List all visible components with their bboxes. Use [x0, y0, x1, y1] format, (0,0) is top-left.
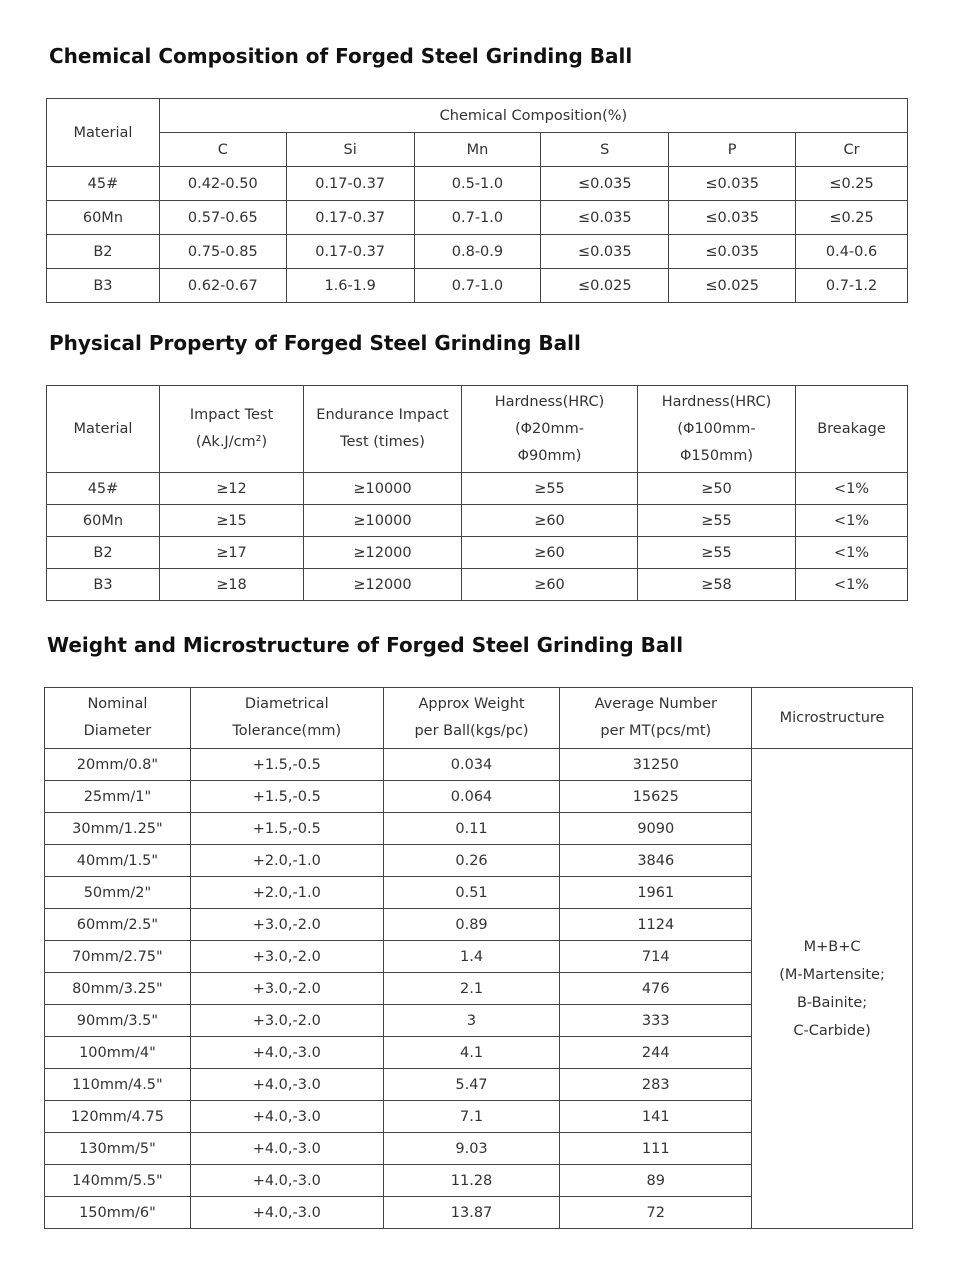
physical-property-table [46, 385, 908, 601]
value-cell: ≤0.035 [669, 201, 796, 235]
value-cell: 9.03 [383, 1133, 560, 1165]
value-cell: 0.8-0.9 [414, 235, 541, 269]
value-cell: 714 [560, 941, 752, 973]
value-cell: 0.17-0.37 [286, 201, 414, 235]
value-cell: 1961 [560, 877, 752, 909]
value-cell: 476 [560, 973, 752, 1005]
column-header [796, 386, 908, 473]
value-cell: 1124 [560, 909, 752, 941]
value-cell: ≥50 [638, 473, 796, 505]
value-cell: 15625 [560, 781, 752, 813]
value-cell: 2.1 [383, 973, 560, 1005]
value-cell: ≥55 [462, 473, 638, 505]
diameter-cell: 20mm/0.8" [45, 749, 191, 781]
value-cell: 72 [560, 1197, 752, 1229]
diameter-cell: 70mm/2.75" [45, 941, 191, 973]
table-row [47, 569, 908, 601]
value-cell: +2.0,-1.0 [190, 845, 383, 877]
element-header: P [669, 133, 796, 167]
header-line: Material [73, 420, 133, 437]
microstructure-cell [752, 749, 913, 1229]
table-row [47, 201, 908, 235]
column-header [47, 386, 160, 473]
column-header [638, 386, 796, 473]
diameter-cell: 50mm/2" [45, 877, 191, 909]
value-cell: ≥15 [160, 505, 304, 537]
value-cell: 3846 [560, 845, 752, 877]
header-line: (Φ20mm- [514, 420, 584, 437]
value-cell: +3.0,-2.0 [190, 1005, 383, 1037]
table-row [47, 235, 908, 269]
value-cell: 141 [560, 1101, 752, 1133]
table-row [45, 749, 913, 781]
value-cell: +3.0,-2.0 [190, 941, 383, 973]
value-cell: +3.0,-2.0 [190, 909, 383, 941]
diameter-cell: 25mm/1" [45, 781, 191, 813]
value-cell: 1.6-1.9 [286, 269, 414, 303]
element-header: Si [286, 133, 414, 167]
header-line: Hardness(HRC) [661, 393, 772, 410]
value-cell: 0.57-0.65 [159, 201, 286, 235]
value-cell: 0.4-0.6 [796, 235, 908, 269]
value-cell: +4.0,-3.0 [190, 1069, 383, 1101]
value-cell: ≥60 [462, 569, 638, 601]
diameter-cell: 60mm/2.5" [45, 909, 191, 941]
value-cell: +4.0,-3.0 [190, 1101, 383, 1133]
header-line: Hardness(HRC) [494, 393, 605, 410]
header-line: (M-Martensite; [779, 966, 885, 983]
diameter-cell: 140mm/5.5" [45, 1165, 191, 1197]
header-line: per MT(pcs/mt) [600, 723, 712, 739]
material-cell: B3 [47, 269, 160, 303]
diameter-cell: 30mm/1.25" [45, 813, 191, 845]
value-cell: 0.7-1.2 [796, 269, 908, 303]
element-header: C [159, 133, 286, 167]
header-line: Diameter [83, 723, 152, 739]
value-cell: <1% [796, 473, 908, 505]
weight-microstructure-table [44, 687, 913, 1229]
diameter-cell: 90mm/3.5" [45, 1005, 191, 1037]
value-cell: +1.5,-0.5 [190, 813, 383, 845]
value-cell: ≤0.035 [541, 167, 669, 201]
value-cell: 111 [560, 1133, 752, 1165]
table-row [47, 505, 908, 537]
value-cell: ≥58 [638, 569, 796, 601]
value-cell: 1.4 [383, 941, 560, 973]
value-cell: 0.75-0.85 [159, 235, 286, 269]
value-cell: 31250 [560, 749, 752, 781]
header-line: M+B+C [803, 938, 861, 955]
value-cell: 0.62-0.67 [159, 269, 286, 303]
value-cell: ≥12 [160, 473, 304, 505]
value-cell: ≥18 [160, 569, 304, 601]
value-cell: ≥12000 [304, 537, 462, 569]
value-cell: 244 [560, 1037, 752, 1069]
value-cell: ≥60 [462, 537, 638, 569]
value-cell: <1% [796, 569, 908, 601]
header-line: per Ball(kgs/pc) [414, 723, 529, 739]
value-cell: ≥60 [462, 505, 638, 537]
value-cell: +1.5,-0.5 [190, 749, 383, 781]
material-cell: 45# [47, 167, 160, 201]
value-cell: 0.42-0.50 [159, 167, 286, 201]
column-header [304, 386, 462, 473]
value-cell: ≤0.035 [541, 235, 669, 269]
value-cell: 0.5-1.0 [414, 167, 541, 201]
value-cell: 333 [560, 1005, 752, 1037]
value-cell: ≥10000 [304, 473, 462, 505]
value-cell: 11.28 [383, 1165, 560, 1197]
value-cell: 0.26 [383, 845, 560, 877]
header-line: Test (times) [340, 434, 425, 450]
element-header: S [541, 133, 669, 167]
header-line: Average Number [594, 696, 717, 712]
column-header [462, 386, 638, 473]
value-cell: ≤0.035 [669, 167, 796, 201]
column-header [560, 688, 752, 749]
material-cell: 60Mn [47, 505, 160, 537]
header-line: (Φ100mm- [677, 420, 756, 437]
value-cell: +1.5,-0.5 [190, 781, 383, 813]
diameter-cell: 150mm/6" [45, 1197, 191, 1229]
value-cell: ≤0.035 [669, 235, 796, 269]
value-cell: ≥17 [160, 537, 304, 569]
header-line: Approx Weight [418, 696, 525, 712]
diameter-cell: 80mm/3.25" [45, 973, 191, 1005]
value-cell: 0.17-0.37 [286, 167, 414, 201]
material-cell: B3 [47, 569, 160, 601]
value-cell: 3 [383, 1005, 560, 1037]
composition-group-header: Chemical Composition(%) [159, 99, 907, 133]
value-cell: 0.034 [383, 749, 560, 781]
element-header: Mn [414, 133, 541, 167]
value-cell: 0.064 [383, 781, 560, 813]
value-cell: ≥55 [638, 537, 796, 569]
header-line: C-Carbide) [793, 1022, 871, 1039]
diameter-cell: 40mm/1.5" [45, 845, 191, 877]
value-cell: ≥10000 [304, 505, 462, 537]
value-cell: +4.0,-3.0 [190, 1165, 383, 1197]
value-cell: +2.0,-1.0 [190, 877, 383, 909]
value-cell: 5.47 [383, 1069, 560, 1101]
header-line: Impact Test [189, 407, 274, 423]
diameter-cell: 110mm/4.5" [45, 1069, 191, 1101]
header-line: Microstructure [779, 709, 885, 726]
value-cell: 0.17-0.37 [286, 235, 414, 269]
value-cell: +3.0,-2.0 [190, 973, 383, 1005]
value-cell: ≤0.025 [669, 269, 796, 303]
header-line: (Ak.J/cm²) [195, 434, 268, 450]
header-line: Breakage [817, 420, 886, 437]
table-row [47, 537, 908, 569]
header-line: Nominal [87, 696, 148, 712]
value-cell: 0.7-1.0 [414, 269, 541, 303]
header-line: Diametrical [244, 696, 329, 712]
column-header [45, 688, 191, 749]
value-cell: 4.1 [383, 1037, 560, 1069]
material-cell: B2 [47, 235, 160, 269]
column-header [383, 688, 560, 749]
chemical-composition-title: Chemical Composition of Forged Steel Grinding Ball [49, 44, 633, 68]
value-cell: 283 [560, 1069, 752, 1101]
chemical-composition-table [46, 98, 908, 303]
value-cell: 0.89 [383, 909, 560, 941]
header-line: Tolerance(mm) [232, 723, 342, 739]
diameter-cell: 130mm/5" [45, 1133, 191, 1165]
header-line: Endurance Impact [316, 407, 449, 423]
table-row [47, 269, 908, 303]
material-cell: 45# [47, 473, 160, 505]
value-cell: 9090 [560, 813, 752, 845]
physical-property-title: Physical Property of Forged Steel Grinding Ball [49, 331, 581, 355]
value-cell: 13.87 [383, 1197, 560, 1229]
value-cell: ≥12000 [304, 569, 462, 601]
element-header: Cr [796, 133, 908, 167]
column-header [190, 688, 383, 749]
diameter-cell: 100mm/4" [45, 1037, 191, 1069]
material-header: Material [47, 99, 160, 167]
material-cell: 60Mn [47, 201, 160, 235]
material-cell: B2 [47, 537, 160, 569]
header-line: Φ90mm) [517, 447, 582, 464]
table-row [47, 167, 908, 201]
value-cell: ≤0.25 [796, 167, 908, 201]
value-cell: +4.0,-3.0 [190, 1197, 383, 1229]
value-cell: +4.0,-3.0 [190, 1037, 383, 1069]
value-cell: ≤0.035 [541, 201, 669, 235]
value-cell: 0.7-1.0 [414, 201, 541, 235]
value-cell: 7.1 [383, 1101, 560, 1133]
header-line: B-Bainite; [796, 994, 868, 1011]
value-cell: 0.11 [383, 813, 560, 845]
value-cell: 0.51 [383, 877, 560, 909]
diameter-cell: 120mm/4.75 [45, 1101, 191, 1133]
value-cell: ≥55 [638, 505, 796, 537]
value-cell: ≤0.25 [796, 201, 908, 235]
column-header [752, 688, 913, 749]
value-cell: <1% [796, 505, 908, 537]
value-cell: <1% [796, 537, 908, 569]
value-cell: 89 [560, 1165, 752, 1197]
column-header [160, 386, 304, 473]
table-row [47, 473, 908, 505]
value-cell: +4.0,-3.0 [190, 1133, 383, 1165]
weight-microstructure-title: Weight and Microstructure of Forged Steel Grinding Ball [47, 633, 684, 657]
header-line: Φ150mm) [680, 447, 753, 464]
value-cell: ≤0.025 [541, 269, 669, 303]
